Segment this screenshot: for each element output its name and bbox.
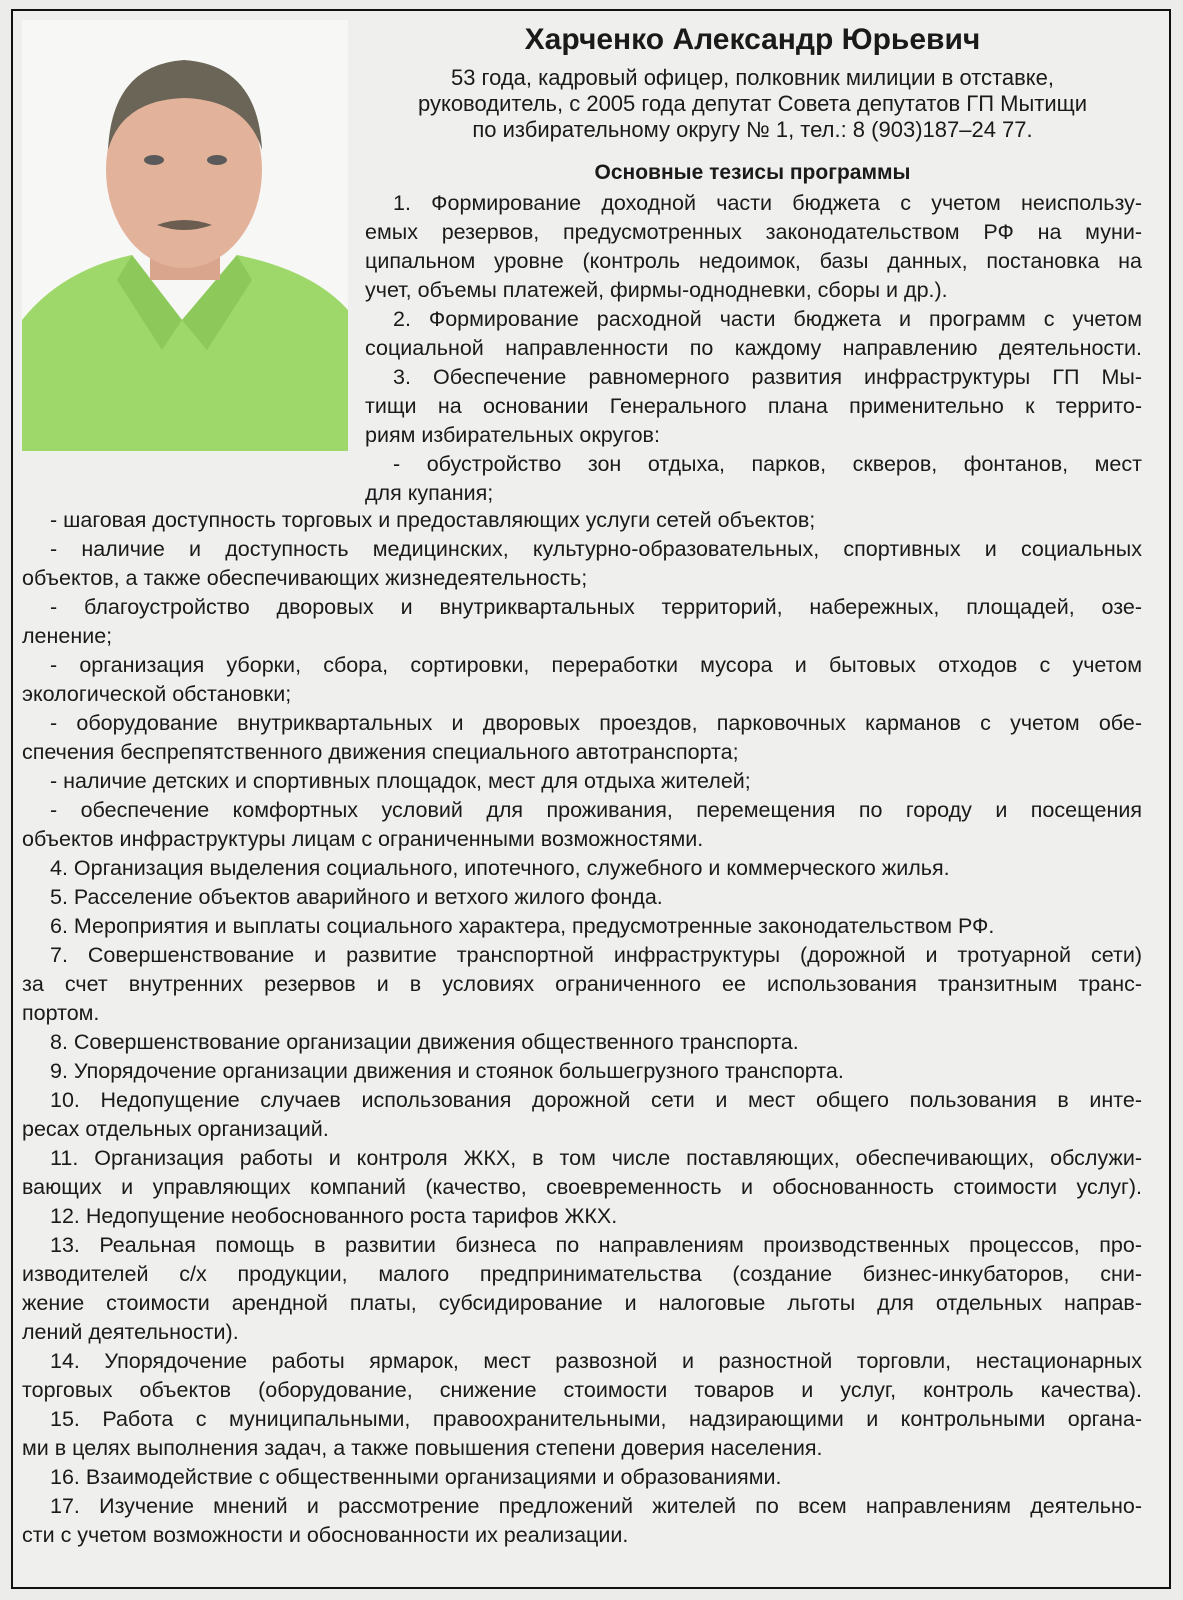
program-paragraph [22, 1028, 1142, 1057]
paragraph-line: ми в целях выполнения задач, а также повышения степени доверия населения. [22, 1436, 823, 1460]
paragraph-line: тищи на основании Генерального плана применительно к террито- [365, 394, 1142, 418]
paragraph-line: объектов, а также обеспечивающих жизнедеятельность; [22, 566, 588, 590]
paragraph-line: 9. Упорядочение организации движения и стоянок большегрузного транспорта. [50, 1059, 844, 1083]
program-paragraph [365, 363, 1142, 450]
paragraph-line: торговых объектов (оборудование, снижение стоимости товаров и услуг, контроль качества). [22, 1378, 1142, 1402]
paragraph-line: 10. Недопущение случаев использования дорожной сети и мест общего пользования в инте- [50, 1088, 1142, 1112]
program-paragraph [22, 651, 1142, 709]
paragraph-line: риям избирательных округов: [365, 423, 660, 447]
paragraph-line: 6. Мероприятия и выплаты социального характера, предусмотренные законодательством РФ. [50, 914, 995, 938]
paragraph-line: 13. Реальная помощь в развитии бизнеса по направлениям производственных процессов, про- [50, 1233, 1142, 1257]
paragraph-line: - обеспечение комфортных условий для проживания, перемещения по городу и посещения [50, 798, 1142, 822]
program-paragraph [22, 767, 1142, 796]
paragraph-line: сти с учетом возможности и обоснованности их реализации. [22, 1523, 629, 1547]
paragraph-line: 15. Работа с муниципальными, правоохранительными, надзирающими и контрольными органа- [50, 1407, 1142, 1431]
paragraph-line: жение стоимости арендной платы, субсидирование и налоговые льготы для отдельных направ- [22, 1291, 1142, 1315]
program-paragraph [22, 535, 1142, 593]
paragraph-line: 4. Организация выделения социального, ипотечного, служебного и коммерческого жилья. [50, 856, 950, 880]
paragraph-line: - оборудование внутриквартальных и дворовых проездов, парковочных карманов с учетом обе- [50, 711, 1142, 735]
paragraph-line: 14. Упорядочение работы ярмарок, мест развозной и разностной торговли, нестационарных [50, 1349, 1142, 1373]
paragraph-line: - благоустройство дворовых и внутриквартальных территорий, набережных, площадей, озе- [50, 595, 1142, 619]
candidate-name: Харченко Александр Юрьевич [524, 23, 981, 56]
program-paragraph [22, 1086, 1142, 1144]
program-paragraph [22, 1202, 1142, 1231]
program-paragraph [22, 1405, 1142, 1463]
paragraph-line: 11. Организация работы и контроля ЖКХ, в том числе поставляющих, обеспечивающих, обслужи- [50, 1146, 1142, 1170]
program-paragraph [22, 854, 1142, 883]
candidate-info-line: по избирательному округу № 1, тел.: 8 (903)187–24 77. [472, 117, 1033, 142]
paragraph-line: вающих и управляющих компаний (качество, своевременность и обоснованность стоимости услуг). [22, 1175, 1142, 1199]
paragraph-line: 8. Совершенствование организации движения общественного транспорта. [50, 1030, 799, 1054]
paragraph-line: 17. Изучение мнений и рассмотрение предложений жителей по всем направлениям деятельно- [50, 1494, 1142, 1518]
paragraph-line: ципальном уровне (контроль недоимок, базы данных, постановка на [365, 249, 1142, 273]
candidate-photo [22, 20, 348, 451]
program-paragraph [22, 941, 1142, 1028]
paragraph-line: ресах отдельных организаций. [22, 1117, 329, 1141]
program-heading: Основные тезисы программы [594, 161, 911, 184]
paragraph-line: - организация уборки, сбора, сортировки, переработки мусора и бытовых отходов с учетом [50, 653, 1142, 677]
program-paragraph [22, 593, 1142, 651]
program-paragraph [22, 1463, 1142, 1492]
paragraph-line: 7. Совершенствование и развитие транспортной инфраструктуры (дорожной и тротуарной сети) [50, 943, 1142, 967]
candidate-info [360, 65, 1145, 143]
program-paragraph [22, 1057, 1142, 1086]
candidate-info-line: 53 года, кадровый офицер, полковник милиции в отставке, [450, 65, 1055, 90]
paragraph-line: за счет внутренних резервов и в условиях ограниченного ее использования транзитным транс- [22, 972, 1142, 996]
program-paragraph [365, 305, 1142, 363]
program-paragraph [22, 1492, 1142, 1550]
paragraph-line: 16. Взаимодействие с общественными организациями и образованиями. [50, 1465, 782, 1489]
paragraph-line: 5. Расселение объектов аварийного и ветхого жилого фонда. [50, 885, 663, 909]
paragraph-line: экологической обстановки; [22, 682, 292, 706]
paragraph-line: объектов инфраструктуры лицам с ограниченными возможностями. [22, 827, 704, 851]
paragraph-line: - шаговая доступность торговых и предоставляющих услуги сетей объектов; [50, 508, 816, 532]
program-paragraph [22, 912, 1142, 941]
program-paragraph [365, 450, 1142, 508]
paragraph-line: лений деятельности). [22, 1320, 239, 1344]
paragraph-line: изводителей с/х продукции, малого предпринимательства (создание бизнес-инкубаторов, сни- [22, 1262, 1142, 1286]
program-paragraph [22, 709, 1142, 767]
program-paragraph [22, 1231, 1142, 1347]
paragraph-line: портом. [22, 1001, 100, 1025]
program-paragraph [22, 506, 1142, 535]
paragraph-line: 2. Формирование расходной части бюджета и программ с учетом [393, 307, 1142, 331]
paragraph-line: - наличие детских и спортивных площадок, мест для отдыха жителей; [50, 769, 751, 793]
paragraph-line: учет, объемы платежей, фирмы-однодневки, сборы и др.). [365, 278, 948, 302]
paragraph-line: - обустройство зон отдыха, парков, скверов, фонтанов, мест [393, 452, 1142, 476]
paragraph-line: 3. Обеспечение равномерного развития инфраструктуры ГП Мы- [393, 365, 1142, 389]
paragraph-line: - наличие и доступность медицинских, культурно-образовательных, спортивных и социальных [50, 537, 1142, 561]
candidate-info-line: руководитель, с 2005 года депутат Совета депутатов ГП Мытищи [417, 91, 1088, 116]
paragraph-line: социальной направленности по каждому направлению деятельности. [365, 336, 1142, 360]
paragraph-line: ленение; [22, 624, 113, 648]
program-paragraph [22, 796, 1142, 854]
paragraph-line: для купания; [365, 481, 494, 505]
paragraph-line: 1. Формирование доходной части бюджета с учетом неиспользу- [393, 191, 1142, 215]
program-paragraph [22, 1347, 1142, 1405]
program-paragraph [365, 189, 1142, 305]
program-text-right-column [365, 189, 1142, 508]
paragraph-line: 12. Недопущение необоснованного роста тарифов ЖКХ. [50, 1204, 618, 1228]
paragraph-line: спечения беспрепятственного движения специального автотранспорта; [22, 740, 739, 764]
program-paragraph [22, 1144, 1142, 1202]
paragraph-line: емых резервов, предусмотренных законодательством РФ на муни- [365, 220, 1142, 244]
program-text-full-column [22, 506, 1142, 1550]
program-paragraph [22, 883, 1142, 912]
